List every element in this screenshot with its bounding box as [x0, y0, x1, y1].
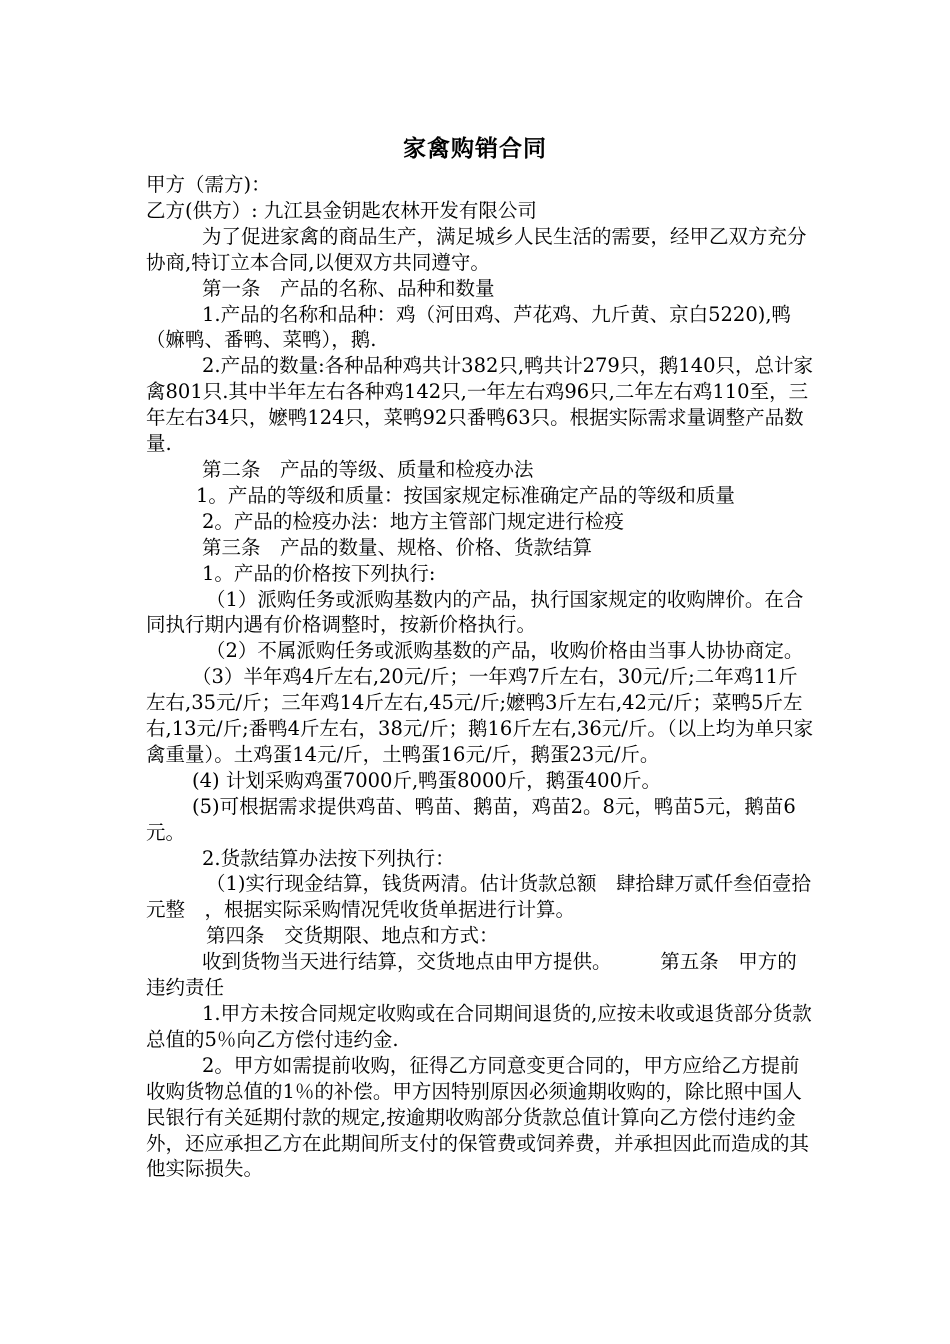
article-5-item-1: 1.甲方未按合同规定收购或在合同期间退货的,应按未收或退货部分货款总值的5％向乙方偿付违约金.	[146, 1002, 812, 1051]
article-3-subitem-2: （2）不属派购任务或派购基数的产品，收购价格由当事人协协商定。	[206, 639, 804, 663]
article-4-paragraph: 收到货物当天进行结算，交货地点由甲方提供。 第五条 甲方的违约责任	[146, 950, 797, 1000]
article-1-heading: 第一条 产品的名称、品种和数量	[202, 276, 495, 300]
article-3-item-2: 2.货款结算办法按下列执行：	[202, 846, 455, 870]
article-2-item-2: 2。产品的检疫办法：地方主管部门规定进行检疫	[202, 509, 624, 533]
article-4-heading: 第四条 交货期限、地点和方式：	[206, 924, 499, 948]
document-title: 家禽购销合同	[403, 136, 547, 162]
article-3-subitem-4: (4) 计划采购鸡蛋7000斤,鸭蛋8000斤，鹅蛋400斤。	[192, 768, 661, 792]
party-a-line: 甲方（需方)：	[146, 173, 271, 196]
article-5-item-2: 2。甲方如需提前收购，征得乙方同意变更合同的，甲方应给乙方提前收购货物总值的1％的补偿。甲方因特别原因必须逾期收购的，除比照中国人民银行有关延期付款的规定,按逾期收购部分货款总值计算向乙方偿付违约金外，还应承担乙方在此期间所支付的保管费或饲养费，并承担因此而造成的其他实际损失。	[146, 1053, 810, 1181]
article-2-heading: 第二条 产品的等级、质量和检疫办法	[202, 457, 534, 481]
article-3-item-1: 1。产品的价格按下列执行:	[202, 561, 436, 585]
article-3-subitem-1: （1）派购任务或派购基数内的产品，执行国家规定的收购牌价。在合同执行期内遇有价格调整时，按新价格执行。	[146, 587, 804, 637]
preamble-paragraph: 为了促进家禽的商品生产，满足城乡人民生活的需要，经甲乙双方充分协商,特订立本合同,以便双方共同遵守。	[146, 224, 807, 274]
article-1-item-1: 1.产品的名称和品种：鸡（河田鸡、芦花鸡、九斤黄、京白5220),鸭（嫲鸭、番鸭、菜鸭），鹅.	[146, 302, 792, 352]
article-3-heading: 第三条 产品的数量、规格、价格、货款结算	[202, 535, 593, 559]
article-3-subitem-5: (5)可根据需求提供鸡苗、鸭苗、鹅苗，鸡苗2。8元，鸭苗5元，鹅苗6元。	[146, 794, 796, 844]
party-b-line: 乙方(供方）: 九江县金钥匙农林开发有限公司	[146, 198, 537, 222]
document-body	[146, 172, 816, 1182]
article-2-item-1: 1。产品的等级和质量：按国家规定标准确定产品的等级和质量	[196, 483, 735, 507]
article-3-item-2-subitem-1: （1)实行现金结算，钱货两清。估计货款总额 肆拾肆万贰仟叁佰壹拾元整 ，根据实际采购情况凭收货单据进行计算。	[146, 872, 812, 922]
article-3-subitem-3: （3）半年鸡4斤左右,20元/斤；一年鸡7斤左右，30元/斤;二年鸡11斤左右,35元/斤；三年鸡14斤左右,45元/斤;嬷鸭3斤左右,42元/斤；菜鸭5斤左右,13元/斤;番鸭4斤左右，38元/斤；鹅16斤左右,36元/斤。（以上均为单只家禽重量）。土鸡蛋14元/斤，土鸭蛋16元/斤，鹅蛋23元/斤。	[146, 665, 814, 766]
article-1-item-2: 2.产品的数量:各种品种鸡共计382只,鸭共计279只，鹅140只，总计家禽801只.其中半年左右各种鸡142只,一年左右鸡96只,二年左右鸡110至，三年左右34只，嬷鸭124只，菜鸭92只番鸭63只。根据实际需求量调整产品数量.	[146, 354, 814, 456]
